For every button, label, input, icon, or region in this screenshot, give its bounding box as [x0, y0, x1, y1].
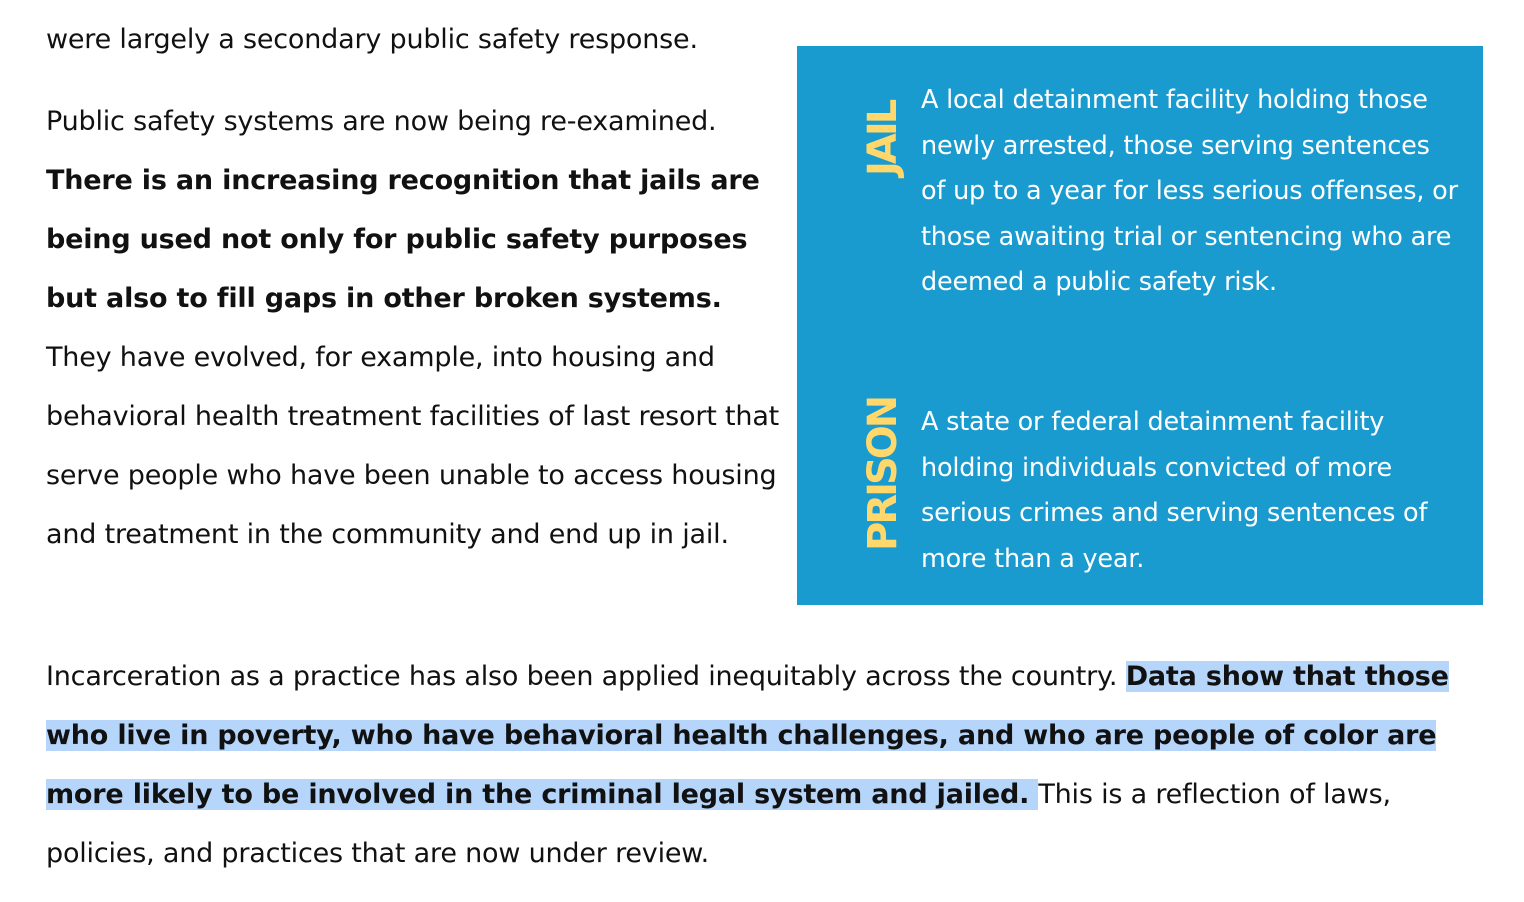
- highlighted-sentence[interactable]: Data show that those who live in poverty, who have behavioral health challenges, and who are people of color are more likely to be involved in the criminal legal system and jailed.: [46, 661, 1449, 810]
- term-jail-label: JAIL: [860, 101, 906, 176]
- definitions-callout: [797, 46, 1483, 605]
- intro-line: were largely a secondary public safety response.: [46, 24, 698, 55]
- term-prison-label: PRISON: [860, 397, 906, 551]
- left-paragraph-plain-end: They have evolved, for example, into housing and behavioral health treatment facilities of last resort that serve people who have been unable to access housing and treatment in the community and end up in jail.: [46, 342, 780, 550]
- left-paragraph: [46, 92, 786, 564]
- left-paragraph-bold: There is an increasing recognition that jails are being used not only for public safety purposes but also to fill gaps in other broken systems.: [46, 165, 760, 314]
- full-paragraph: [46, 647, 1486, 883]
- full-paragraph-plain-start: Incarceration as a practice has also been applied inequitably across the country.: [46, 661, 1126, 692]
- full-paragraph-plain-end: This is a reflection of laws, policies, and practices that are now under review.: [46, 779, 1391, 869]
- definition-prison: A state or federal detainment facility holding individuals convicted of more serious crimes and serving sentences of more than a year.: [921, 407, 1428, 574]
- definition-jail: A local detainment facility holding those newly arrested, those serving sentences of up to a year for less serious offenses, or those awaiting trial or sentencing who are deemed a public safety risk.: [921, 85, 1458, 297]
- left-paragraph-plain-start: Public safety systems are now being re-examined.: [46, 106, 717, 137]
